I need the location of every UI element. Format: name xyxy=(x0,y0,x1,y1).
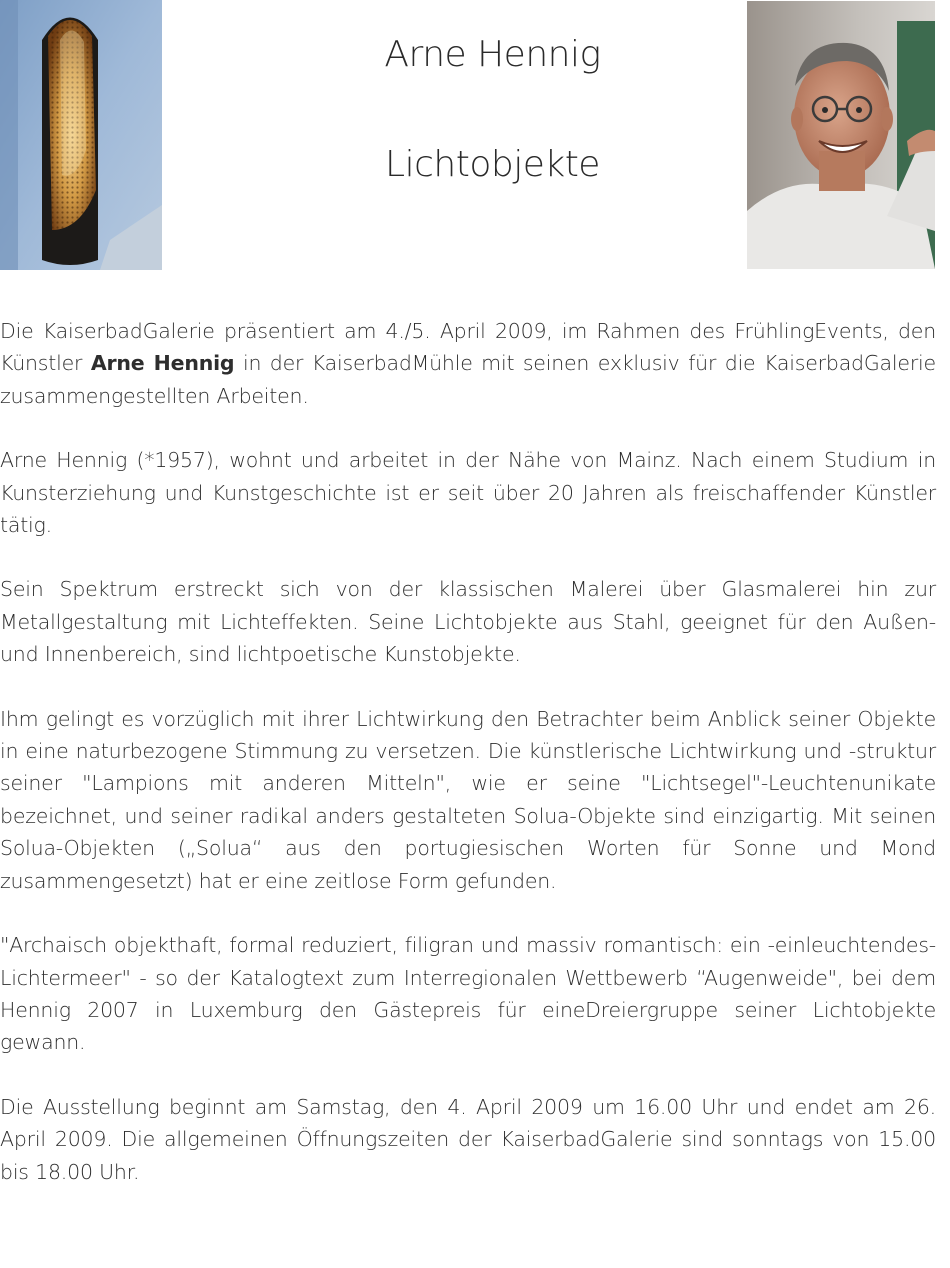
paragraph-quote: "Archaisch objekthaft, formal reduziert, filigran und massiv romantisch: ein -einleuchtendes- Lichtermeer" - so der Katalogtext zum Interregionalen Wettbewerb “Augenweide", bei dem Hennig 2007 in Luxemburg den Gästepreis für eineDreiergruppe seiner Lichtobjekte gewann. xyxy=(0,933,936,1055)
article-body xyxy=(0,315,936,1188)
paragraph-intro xyxy=(0,315,936,412)
intro-text-before: Die KaiserbadGalerie präsentiert am 4./5. April 2009, im Rahmen des FrühlingEvents, den Künstler xyxy=(0,319,936,376)
lamp-photo xyxy=(0,0,162,270)
subtitle: Lichtobjekte xyxy=(385,144,600,185)
paragraph-exhibition-dates: Die Ausstellung beginnt am Samstag, den 4. April 2009 um 16.00 Uhr und endet am 26. April 2009. Die allgemeinen Öffnungszeiten der KaiserbadGalerie sind sonntags von 15.00 bis 18.00 Uhr. xyxy=(0,1094,936,1184)
paragraph-spectrum: Sein Spektrum erstreckt sich von der klassischen Malerei über Glasmalerei hin zur Metallgestaltung mit Lichteffekten. Seine Lichtobjekte aus Stahl, geeignet für den Außen- und Innenbereich, sind lichtpoetische Kunstobjekte. xyxy=(0,577,936,667)
artist-name-bold: Arne Hennig xyxy=(90,351,235,376)
intro-text-after: in der KaiserbadMühle mit seinen exklusiv für die KaiserbadGalerie zusammengestellten Arbeiten. xyxy=(0,351,936,408)
paragraph-biography: Arne Hennig (*1957), wohnt und arbeitet in der Nähe von Mainz. Nach einem Studium in Kunsterziehung und Kunstgeschichte ist er seit über 20 Jahren als freischaffender Künstler tätig. xyxy=(0,448,936,538)
artist-name-title: Arne Hennig xyxy=(384,34,601,75)
paragraph-light-effect: Ihm gelingt es vorzüglich mit ihrer Lichtwirkung den Betrachter beim Anblick seiner Objekte in eine naturbezogene Stimmung zu versetzen. Die künstlerische Lichtwirkung und -struktur seiner "Lampions mit anderen Mitteln", wie er seine "Lichtsegel"-Leuchtenunikate bezeichnet, und seiner radikal anders gestalteten Solua-Objekte sind einzigartig. Mit seinen Solua-Objekten („Solua“ aus den portugiesischen Worten für Sonne und Mond zusammengesetzt) hat er eine zeitlose Form gefunden. xyxy=(0,706,936,893)
